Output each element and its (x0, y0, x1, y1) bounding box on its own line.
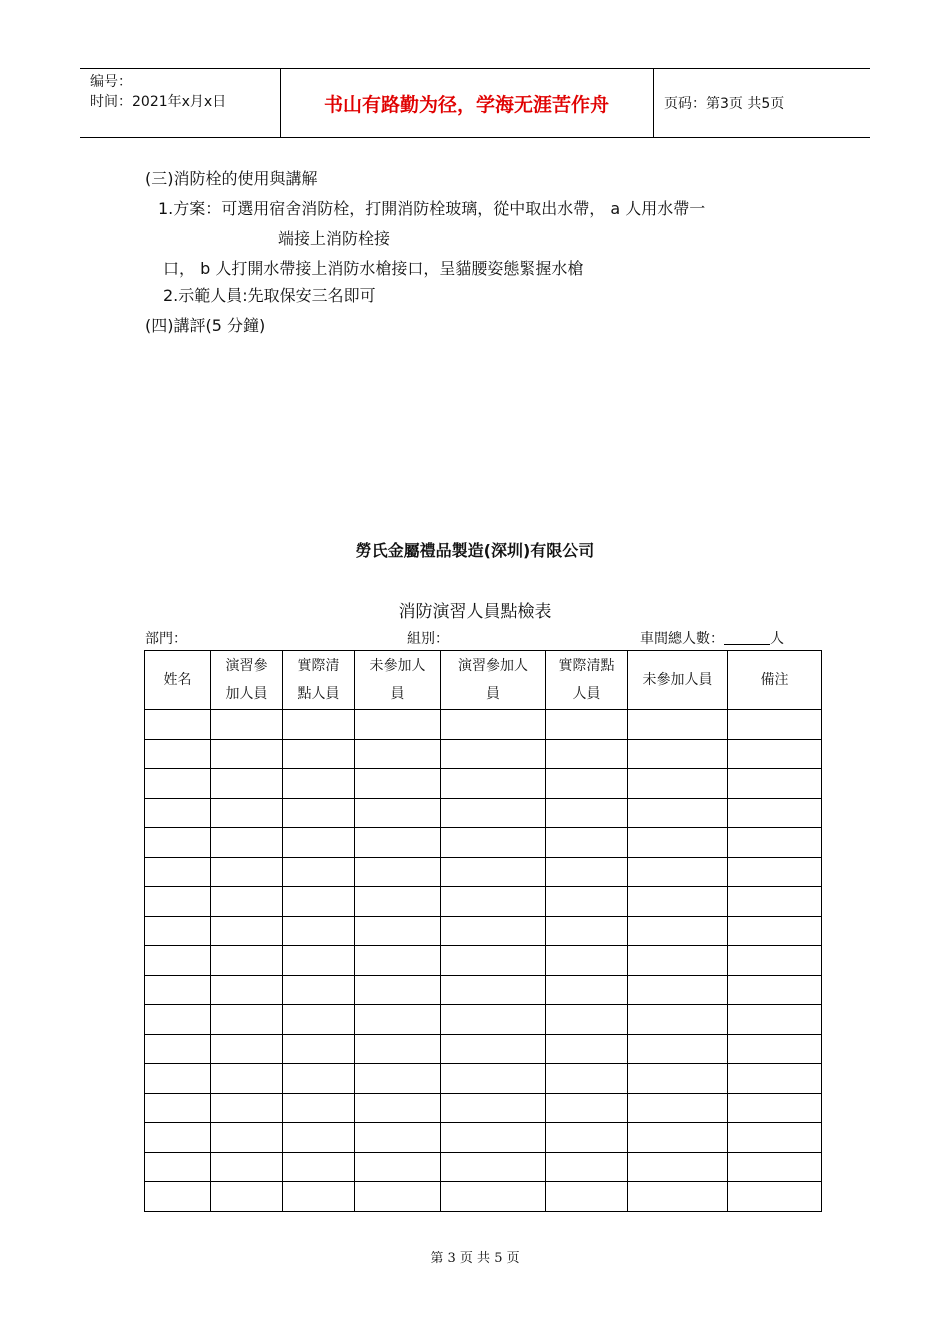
table-cell[interactable] (546, 1064, 628, 1094)
table-cell[interactable] (211, 887, 283, 917)
col-header-absent: 未參加人 員 (355, 651, 441, 710)
table-cell[interactable] (628, 769, 728, 799)
table-cell[interactable] (728, 946, 822, 976)
table-cell[interactable] (355, 1152, 441, 1182)
headcount-unit: 人 (770, 631, 784, 647)
table-cell[interactable] (283, 1182, 355, 1212)
table-cell[interactable] (628, 887, 728, 917)
table-cell[interactable] (355, 1064, 441, 1094)
table-row (145, 1034, 822, 1064)
total-headcount (640, 628, 784, 648)
table-cell[interactable] (441, 1182, 546, 1212)
table-cell[interactable] (145, 710, 211, 740)
table-cell[interactable] (283, 710, 355, 740)
table-cell[interactable] (546, 798, 628, 828)
table-cell[interactable] (546, 946, 628, 976)
table-cell[interactable] (628, 1123, 728, 1153)
table-cell[interactable] (283, 828, 355, 858)
table-cell[interactable] (546, 916, 628, 946)
table-cell[interactable] (283, 975, 355, 1005)
table-cell[interactable] (211, 946, 283, 976)
table-row (145, 798, 822, 828)
table-cell[interactable] (546, 887, 628, 917)
table-body (145, 710, 822, 1212)
table-cell[interactable] (546, 739, 628, 769)
table-cell[interactable] (546, 710, 628, 740)
page-header (80, 68, 870, 138)
header-meta (80, 69, 281, 137)
table-row (145, 1152, 822, 1182)
col-header-drill-participants: 演習參 加人員 (211, 651, 283, 710)
plan-line: 1.方案：可選用宿舍消防栓，打開消防栓玻璃，從中取出水帶， a 人用水帶一 (158, 199, 706, 218)
table-cell[interactable] (628, 1093, 728, 1123)
table-cell[interactable] (145, 769, 211, 799)
table-cell[interactable] (283, 1034, 355, 1064)
table-cell[interactable] (728, 857, 822, 887)
col-header-absent-2: 未參加人員 (628, 651, 728, 710)
table-cell[interactable] (441, 975, 546, 1005)
table-cell[interactable] (355, 946, 441, 976)
table-cell[interactable] (355, 769, 441, 799)
total-headcount-label: 車間總人數： (640, 631, 724, 647)
table-cell[interactable] (211, 1152, 283, 1182)
table-cell[interactable] (728, 739, 822, 769)
table-cell[interactable] (546, 857, 628, 887)
table-cell[interactable] (355, 1093, 441, 1123)
number-label: 编号： (90, 74, 132, 90)
table-cell[interactable] (628, 1064, 728, 1094)
table-cell[interactable] (546, 1152, 628, 1182)
table-cell[interactable] (728, 828, 822, 858)
table-cell[interactable] (355, 1182, 441, 1212)
table-cell[interactable] (728, 1123, 822, 1153)
table-cell[interactable] (211, 1182, 283, 1212)
table-cell[interactable] (211, 916, 283, 946)
table-cell[interactable] (628, 828, 728, 858)
table-cell[interactable] (441, 946, 546, 976)
company-name: 勞氏金屬禮品製造(深圳)有限公司 (355, 541, 595, 560)
table-cell[interactable] (145, 1093, 211, 1123)
table-cell[interactable] (441, 1034, 546, 1064)
table-cell[interactable] (211, 1005, 283, 1035)
table-cell[interactable] (441, 798, 546, 828)
table-cell[interactable] (546, 1034, 628, 1064)
table-cell[interactable] (728, 798, 822, 828)
table-cell[interactable] (355, 975, 441, 1005)
table-row (145, 828, 822, 858)
demo-staff-line: 2.示範人員:先取保安三名即可 (163, 286, 376, 305)
table-cell[interactable] (145, 916, 211, 946)
table-cell[interactable] (211, 975, 283, 1005)
table-cell[interactable] (211, 710, 283, 740)
table-cell[interactable] (441, 769, 546, 799)
table-cell[interactable] (546, 975, 628, 1005)
table-cell[interactable] (145, 857, 211, 887)
col-header-actual-count: 實際清 點人員 (283, 651, 355, 710)
inspection-table (144, 650, 822, 1212)
table-cell[interactable] (145, 1182, 211, 1212)
table-row (145, 1064, 822, 1094)
table-row (145, 1005, 822, 1035)
table-cell[interactable] (728, 710, 822, 740)
table-cell[interactable] (728, 769, 822, 799)
table-cell[interactable] (546, 769, 628, 799)
table-cell[interactable] (546, 828, 628, 858)
table-cell[interactable] (211, 769, 283, 799)
table-cell[interactable] (283, 887, 355, 917)
table-cell[interactable] (283, 1005, 355, 1035)
table-row (145, 916, 822, 946)
table-cell[interactable] (145, 1034, 211, 1064)
table-cell[interactable] (546, 1182, 628, 1212)
table-cell[interactable] (728, 1005, 822, 1035)
table-cell[interactable] (355, 710, 441, 740)
table-cell[interactable] (441, 1005, 546, 1035)
table-row (145, 975, 822, 1005)
table-cell[interactable] (211, 1064, 283, 1094)
table-cell[interactable] (145, 798, 211, 828)
table-cell[interactable] (283, 1123, 355, 1153)
table-cell[interactable] (628, 916, 728, 946)
page-footer: 第 3 页 共 5 页 (430, 1251, 520, 1266)
table-cell[interactable] (441, 1064, 546, 1094)
table-cell[interactable] (628, 1152, 728, 1182)
table-cell[interactable] (628, 1034, 728, 1064)
table-cell[interactable] (628, 946, 728, 976)
table-cell[interactable] (441, 710, 546, 740)
table-cell[interactable] (355, 739, 441, 769)
table-row (145, 1093, 822, 1123)
group-label: 組別： (407, 631, 449, 647)
table-cell[interactable] (145, 975, 211, 1005)
table-cell[interactable] (441, 887, 546, 917)
table-row (145, 857, 822, 887)
section-3-heading: (三)消防栓的使用與講解 (145, 169, 318, 188)
table-cell[interactable] (628, 857, 728, 887)
table-cell[interactable] (355, 916, 441, 946)
table-cell[interactable] (283, 798, 355, 828)
table-cell[interactable] (441, 1152, 546, 1182)
table-cell[interactable] (628, 1182, 728, 1212)
section-4-heading: (四)講評(5 分鐘) (145, 316, 266, 335)
table-cell[interactable] (728, 1034, 822, 1064)
table-cell[interactable] (355, 828, 441, 858)
table-cell[interactable] (546, 1123, 628, 1153)
table-cell[interactable] (145, 1123, 211, 1153)
table-row (145, 1123, 822, 1153)
table-cell[interactable] (441, 1123, 546, 1153)
table-cell[interactable] (211, 1123, 283, 1153)
table-cell[interactable] (441, 1093, 546, 1123)
table-cell[interactable] (628, 739, 728, 769)
plan-line-continued: 端接上消防栓接 (278, 229, 391, 248)
table-cell[interactable] (145, 1152, 211, 1182)
col-header-drill-participants-2: 演習參加人 員 (441, 651, 546, 710)
table-cell[interactable] (728, 1064, 822, 1094)
table-cell[interactable] (441, 916, 546, 946)
table-cell[interactable] (355, 857, 441, 887)
table-cell[interactable] (145, 828, 211, 858)
table-cell[interactable] (728, 1093, 822, 1123)
table-cell[interactable] (546, 1093, 628, 1123)
table-row (145, 887, 822, 917)
table-row (145, 739, 822, 769)
table-cell[interactable] (211, 857, 283, 887)
table-cell[interactable] (145, 887, 211, 917)
table-cell[interactable] (283, 1093, 355, 1123)
form-title: 消防演習人員點檢表 (398, 602, 552, 622)
table-cell[interactable] (628, 975, 728, 1005)
table-cell[interactable] (628, 710, 728, 740)
table-row (145, 769, 822, 799)
table-cell[interactable] (441, 739, 546, 769)
table-cell[interactable] (283, 1064, 355, 1094)
table-row (145, 946, 822, 976)
table-cell[interactable] (211, 1034, 283, 1064)
table-header-row (145, 651, 822, 710)
table-cell[interactable] (145, 1064, 211, 1094)
col-header-name: 姓名 (145, 651, 211, 710)
table-cell[interactable] (283, 857, 355, 887)
table-cell[interactable] (355, 1005, 441, 1035)
table-cell[interactable] (283, 1152, 355, 1182)
table-cell[interactable] (145, 946, 211, 976)
table-cell[interactable] (728, 975, 822, 1005)
table-cell[interactable] (728, 887, 822, 917)
table-row (145, 710, 822, 740)
header-motto: 书山有路勤为径，学海无涯苦作舟 (280, 69, 654, 137)
table-cell[interactable] (145, 739, 211, 769)
table-cell[interactable] (441, 857, 546, 887)
table-cell[interactable] (283, 769, 355, 799)
table-cell[interactable] (628, 798, 728, 828)
table-cell[interactable] (728, 1182, 822, 1212)
table-cell[interactable] (628, 1005, 728, 1035)
plan-line-end: 口， b 人打開水帶接上消防水槍接口，呈貓腰姿態緊握水槍 (163, 259, 584, 278)
table-cell[interactable] (355, 887, 441, 917)
table-cell[interactable] (355, 1123, 441, 1153)
table-cell[interactable] (211, 1093, 283, 1123)
table-cell[interactable] (355, 1034, 441, 1064)
table-cell[interactable] (283, 916, 355, 946)
col-header-actual-count-2: 實際清點 人員 (546, 651, 628, 710)
table-cell[interactable] (211, 798, 283, 828)
header-page-info: 页码：第3页 共5页 (664, 96, 785, 112)
table-cell[interactable] (728, 916, 822, 946)
table-cell[interactable] (283, 739, 355, 769)
headcount-blank (724, 630, 770, 645)
table-cell[interactable] (728, 1152, 822, 1182)
table-cell[interactable] (355, 798, 441, 828)
time-label: 时间：2021年x月x日 (90, 94, 227, 110)
department-label: 部門： (145, 631, 187, 647)
table-cell[interactable] (546, 1005, 628, 1035)
table-cell[interactable] (441, 828, 546, 858)
table-row (145, 1182, 822, 1212)
table-cell[interactable] (145, 1005, 211, 1035)
table-cell[interactable] (283, 946, 355, 976)
col-header-remarks: 備注 (728, 651, 822, 710)
table-cell[interactable] (211, 828, 283, 858)
table-cell[interactable] (211, 739, 283, 769)
